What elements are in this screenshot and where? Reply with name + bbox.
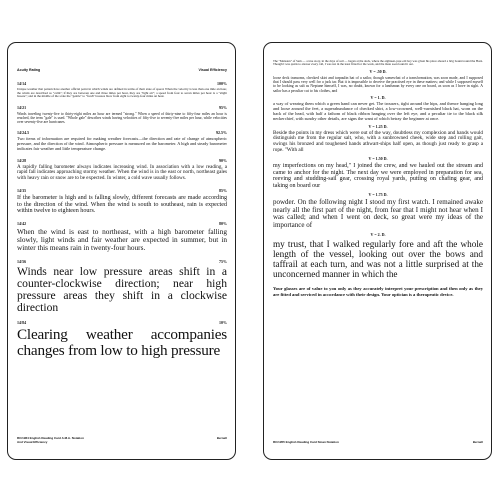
reading-paragraph: my imperfections on my head," I joined the crew, and we hauled out the stream and came to anchor for the night. The next day we were employed in preparation for sea, reeving and studding-sail gear, crossing royal yards, putting on chafing gear, and taking on board our: [273, 162, 483, 189]
efficiency-value: 75%: [219, 258, 227, 264]
acuity-block: [17, 259, 227, 315]
acuity-value: 14/28: [17, 157, 27, 163]
acuity-value: 14/42: [17, 221, 27, 227]
acuity-value: 14/14: [17, 81, 27, 86]
footer-brand: Bernell: [216, 436, 227, 441]
vision-level: V = 1.75 D.: [368, 191, 388, 197]
reading-paragraph: Beside the points in my dress which were out of the way, doubtless my complexion and hands would distinguish me from the regular salt, who, with a sunbrowned cheek, wide step and rolling gait, swings his bronzed and toughened hands athwart-ships half open, as though just ready to grasp a rope. "With all: [273, 129, 483, 154]
optician-note: Your glasses are of value to you only as they accurately interpret your prescription and then only as they are fitted and serviced in accordance with their design. Your optician is a therapeutic device.: [273, 286, 483, 297]
acuity-block: [17, 105, 227, 124]
acuity-value: 14/84: [17, 320, 27, 326]
reading-paragraph: a way of wearing them which a green hand can never get. The trousers, tight around the hips, and thence hanging long and loose around the feet, a superabundance of checked shirt, a low-crowned, well-varnished black hat, worn on the back of the head, with half a fathom of black ribbon hanging over the left eye, and a peculiar tie to the black silk neckerchief, with sundry other details, are signs the want of which betray the beginner at once.: [273, 100, 483, 121]
reading-card-right-content: [273, 60, 483, 302]
efficiency-value: 85%: [219, 187, 227, 193]
reading-paragraph: Winds traveling twenty-five to thirty-eight miles an hour are termed "strong." When a speed of thirty-nine to fifty-four miles an hour is reached, the term "gale" is used. "Whole gale" describes winds having velocities of fifty-five to seventy-five miles per hour, while velocities over seventy-five are hurricanes.: [17, 111, 227, 125]
reading-paragraph: loose deck transoms, checked skirt and tarpaulin hat of a sailor, though somewhat of a transformation, was soon made, and I supposed that I should pass very well for a jack tar. But it is impossible to deceive the practised eye in these matters; and while I supposed myself to be looking as salt as Neptune himself, I was, no doubt, known for a landsman by every one on board, as soon as I hove in sight. A sailor has a peculiar cut to his clothes, and: [273, 75, 483, 93]
reading-card-right: [263, 42, 492, 460]
card-header: [17, 68, 227, 72]
acuity-value: 14/21: [17, 104, 27, 110]
reading-paragraph: Unique weather that pattern have another official point in which winds are defined in terms of their state of speed. When the velocity is less than one mile an hour, the winds are described as "calm"; if they are between one and three miles per hour, they are "light air"; a speed from four to seven miles per hour is a "slight breeze"; and in the middle of the scale the "gentle" to "fresh" breezes blow from eight to twenty-four miles an hour.: [17, 87, 227, 99]
reading-paragraph: A rapidly falling barometer always indicates increasing wind. In association with a low reading, a rapid fall indicates approaching stormy weather. When the wind is in the east or north, northeast gales with heavy rain or snow are to be expected. In winter, a cold wave usually follows.: [17, 163, 227, 181]
vision-level: V = 2. D.: [370, 232, 386, 238]
footer-card-title: RC/1964 English Reading Card A.M.A. Notation: [17, 436, 84, 441]
vision-level: V = 1. D.: [370, 94, 386, 100]
acuity-block: [17, 188, 227, 215]
reading-paragraph: powder. On the following night I stood my first watch. I remained awake nearly all the first part of the night, from fear that I might not hear when I was called; and when I went on deck, so great were my ideas of the importance of: [273, 197, 483, 230]
reading-paragraph: When the wind is east to northeast, with a high barometer falling slowly, light winds and fair weather are expected in summer, but in winter this means rain in twenty-four hours.: [17, 227, 227, 253]
reading-paragraph: Clearing weather accompanies changes from low to high pressure: [17, 326, 227, 359]
reading-paragraph: Two items of information are required for making weather forecasts—the direction and rate of change of atmospheric pressure, and the direction of the wind. Atmospheric pressure is measured on the barometer. A high and steady barometer indicates fair weather and little temperature change.: [17, 136, 227, 151]
reading-card-left: [7, 42, 236, 460]
header-acuity-rating: Acuity Rating: [17, 68, 41, 72]
card-footer: [273, 441, 483, 445]
vision-level: V = 1.50 D.: [368, 155, 388, 161]
efficiency-value: 80%: [219, 221, 227, 227]
header-visual-efficiency: Visual Efficiency: [198, 68, 227, 72]
acuity-value: 14/35: [17, 187, 27, 193]
acuity-block: [17, 130, 227, 151]
vision-level: V = .50 D.: [369, 68, 387, 74]
intro-paragraph: The "Mansion" of Sam — a true story, in the days of sail — began at the dock, where the eighteen-year-old boy was given his place aboard a brig bound round the Horn. Though I was quick to answer every call, I was not in the least fitted for the work, and the mate soon found it out.: [273, 59, 483, 67]
footer-card-title: RC/1955 English Reading Card Sloan Notation: [273, 440, 339, 445]
efficiency-value: 92.5%: [216, 130, 227, 136]
reading-paragraph: Winds near low pressure areas shift in a counter-clockwise direction; near high pressure areas they shift in a clockwise direction: [17, 264, 227, 315]
vision-level: V = 1.25 D.: [368, 123, 388, 129]
efficiency-value: 95%: [219, 104, 227, 110]
efficiency-value: 100%: [217, 81, 227, 86]
acuity-value: 14/56: [17, 258, 27, 264]
footer-brand: Bernell: [472, 440, 483, 445]
reading-paragraph: If the barometer is high and is falling slowly, different forecasts are made according to the direction of the wind. When the wind is south to southeast, rain is expected within twelve to eighteen hours.: [17, 194, 227, 215]
acuity-block: [17, 320, 227, 357]
reading-paragraph: my trust, that I walked regularly fore and aft the whole length of the vessel, looking out over the bows and taffrail at each turn, and was not a little surprised at the unconcerned manner in which the: [273, 239, 483, 280]
efficiency-value: 10%: [219, 320, 227, 326]
acuity-block: [17, 158, 227, 182]
efficiency-value: 90%: [219, 157, 227, 163]
footer-card-subtitle: And Visual Efficiency: [17, 440, 48, 445]
acuity-block: [17, 81, 227, 99]
reading-card-left-content: [17, 68, 227, 364]
card-footer: [17, 437, 227, 445]
acuity-value: 14/24.5: [17, 130, 30, 136]
acuity-block: [17, 221, 227, 253]
